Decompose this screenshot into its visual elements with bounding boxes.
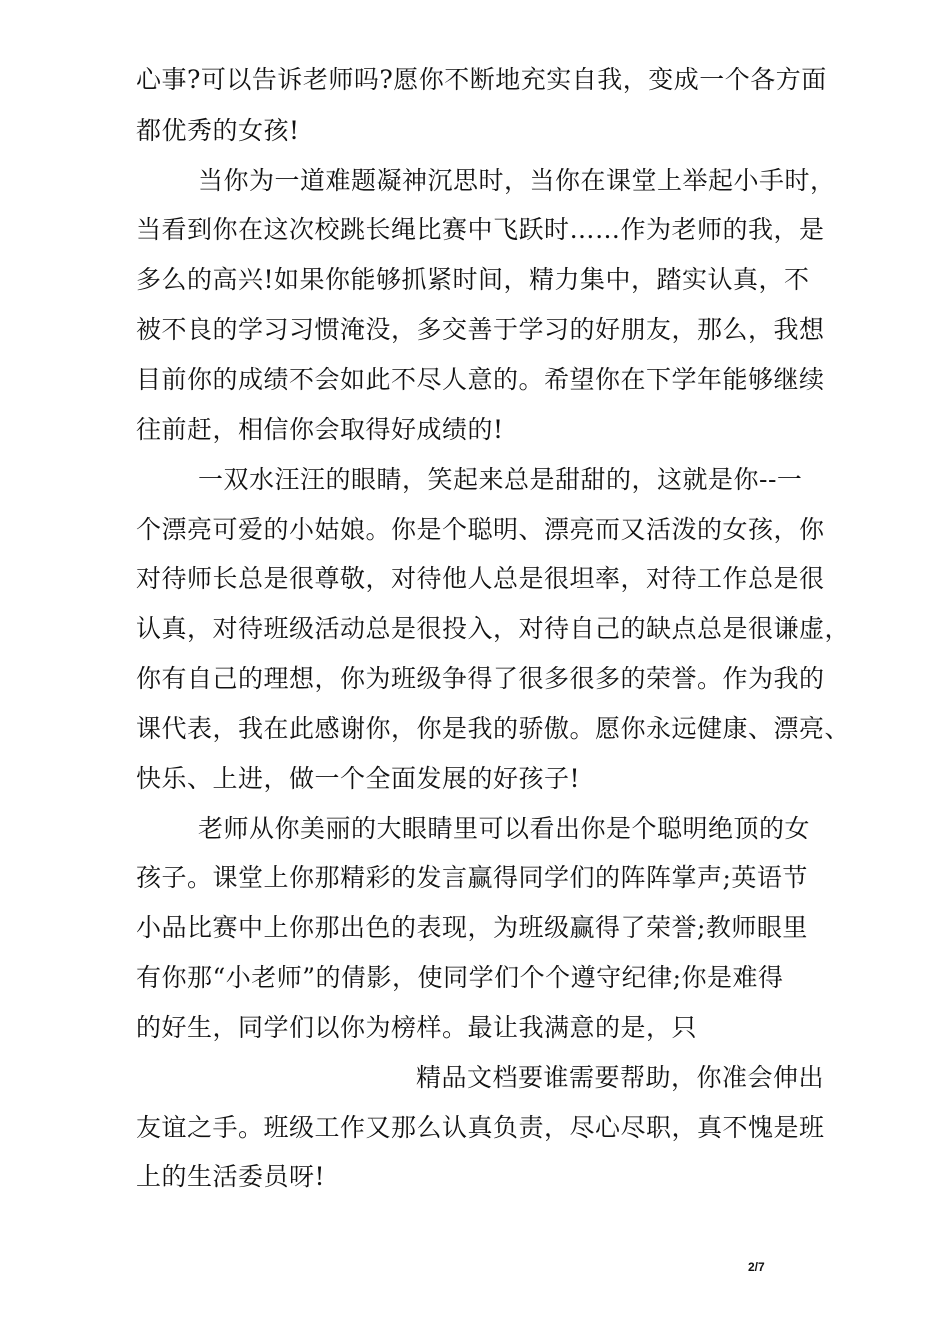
page-number: 2/7 [748,1260,765,1274]
text-line: 孩子。课堂上你那精彩的发言赢得同学们的阵阵掌声;英语节 [136,863,808,892]
text-line: 有你那“小老师”的倩影，使同学们个个遵守纪律;你是难得 [136,963,784,992]
text-line: 对待师长总是很尊敬，对待他人总是很坦率，对待工作总是很 [136,564,825,593]
text-line: 课代表，我在此感谢你，你是我的骄傲。愿你永远健康、漂亮、 [136,714,851,743]
text-line: 快乐、上进，做一个全面发展的好孩子! [136,764,581,793]
text-line: 个漂亮可爱的小姑娘。你是个聪明、漂亮而又活泼的女孩，你 [136,515,825,544]
text-line: 精品文档要谁需要帮助，你准会伸出 [416,1063,825,1092]
text-line: 当看到你在这次校跳长绳比赛中飞跃时……作为老师的我，是 [136,215,825,244]
text-line: 目前你的成绩不会如此不尽人意的。希望你在下学年能够继续 [136,365,825,394]
text-line: 认真，对待班级活动总是很投入，对待自己的缺点总是很谦虚， [136,614,851,643]
text-line: 你有自己的理想，你为班级争得了很多很多的荣誉。作为我的 [136,664,825,693]
text-line: 往前赶，相信你会取得好成绩的! [136,415,504,444]
paragraph-start-line: 老师从你美丽的大眼睛里可以看出你是个聪明绝顶的女 [198,814,811,843]
text-line: 心事?可以告诉老师吗?愿你不断地充实自我，变成一个各方面 [136,65,827,94]
text-line: 多么的高兴!如果你能够抓紧时间，精力集中，踏实认真，不 [136,265,810,294]
text-line: 的好生，同学们以你为榜样。最让我满意的是，只 [136,1013,698,1042]
paragraph-start-line: 一双水汪汪的眼睛，笑起来总是甜甜的，这就是你--一 [198,465,803,494]
paragraph-start-line: 当你为一道难题凝神沉思时，当你在课堂上举起小手时， [198,166,836,195]
text-line: 小品比赛中上你那出色的表现，为班级赢得了荣誉;教师眼里 [136,913,808,942]
text-line: 都优秀的女孩! [136,116,300,145]
text-line: 上的生活委员呀! [136,1162,326,1191]
text-line: 友谊之手。班级工作又那么认真负责，尽心尽职，真不愧是班 [136,1113,825,1142]
text-line: 被不良的学习习惯淹没，多交善于学习的好朋友，那么，我想 [136,315,825,344]
